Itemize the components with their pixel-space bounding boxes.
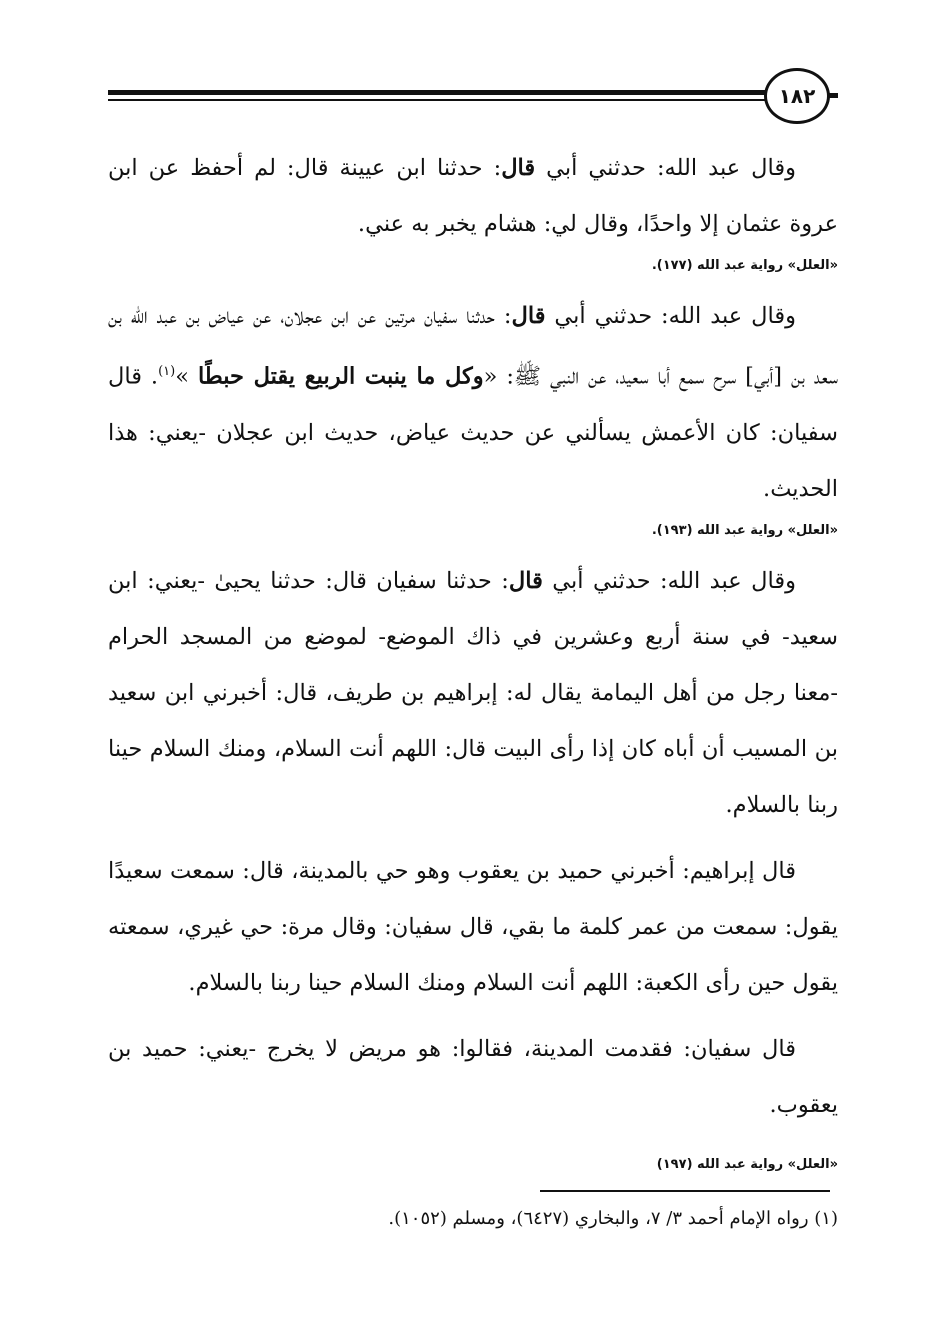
- hadith-text: وكل ما ينبت الربيع يقتل حبطًا: [197, 363, 484, 390]
- footnote-separator: [540, 1190, 830, 1192]
- page-body: [108, 140, 838, 1187]
- footnote-marker: (١): [158, 364, 176, 379]
- header-rule-thick: [108, 90, 768, 95]
- source-citation: «العلل» رواية عبد الله (١٧٧).: [651, 258, 838, 273]
- header-rule: [108, 90, 768, 102]
- paragraph-5: قال سفيان: فقدمت المدينة، فقالوا: هو مريض لا يخرج -يعني: حميد بن يعقوب.: [108, 1035, 838, 1118]
- paragraph-2: وقال عبد الله: حدثني أبي قال: حدثنا سفيان مرتين عن ابن عجلان، عن عياض بن عبد الله بن سعد بن [أبي] سرح سمع أبا سعيد، عن النبي ﷺ: «وكل ما ينبت الربيع يقتل حبطًا »$^{(١)}$. قال سفيان: كان الأعمش يسألني عن حديث عياض، حديث ابن عجلان -يعني: هذا الحديث.: [108, 303, 839, 502]
- paragraph-1: وقال عبد الله: حدثني أبي قال: حدثنا ابن عيينة قال: لم أحفظ عن ابن عروة عثمان إلا واحدًا، وقال لي: هشام يخبر به عني.: [108, 155, 838, 237]
- header-rule-thin: [108, 99, 768, 101]
- page-number-badge: [764, 68, 830, 124]
- source-citation: «العلل» رواية عبد الله (١٩٣).: [651, 522, 838, 538]
- page-header: [108, 68, 838, 128]
- page-number: ١٨٢: [778, 84, 816, 108]
- footnote: (١) رواه الإمام أحمد ٣/ ٧، والبخاري (٦٤٢٧)، ومسلم (١٠٥٢).: [388, 1208, 838, 1229]
- paragraph-4: قال إبراهيم: أخبرني حميد بن يعقوب وهو حي بالمدينة، قال: سمعت سعيدًا يقول: سمعت من عمر كلمة ما بقي، قال سفيان: وقال مرة: حي غيري، سمعته يقول حين رأى الكعبة: اللهم أنت السلام ومنك السلام حينا ربنا بالسلام.: [108, 857, 838, 996]
- paragraph-3: وقال عبد الله: حدثني أبي قال: حدثنا سفيان قال: حدثنا يحيىٰ -يعني: ابن سعيد- في سنة أربع وعشرين في ذاك الموضع- لموضع من المسجد الحرام -معنا رجل من أهل اليمامة يقال له: إبراهيم بن طريف، قال: أخبرني ابن سعيد بن المسيب أن أباه كان إذا رأى البيت قال: اللهم أنت السلام، ومنك السلام حينا ربنا بالسلام.: [108, 567, 838, 818]
- source-citation: «العلل» رواية عبد الله (١٩٧): [656, 1156, 838, 1172]
